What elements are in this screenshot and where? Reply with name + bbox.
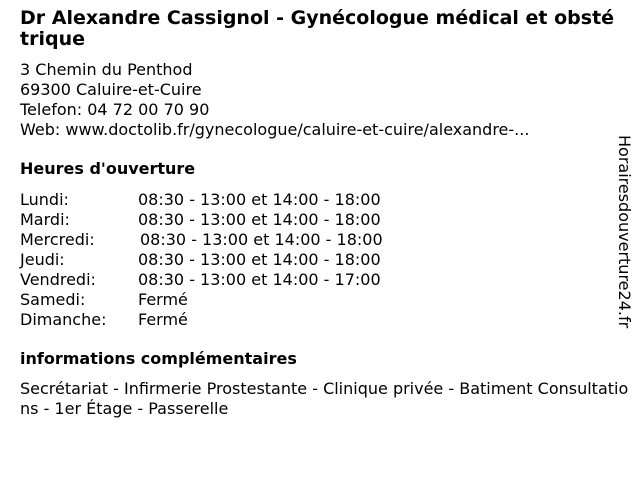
address-block	[20, 60, 616, 140]
hours-day: Mercredi:	[20, 230, 95, 249]
site-watermark: Horairesdouverture24.fr	[615, 135, 634, 329]
info-text: Secrétariat - Infirmerie Prostestante - Clinique privée - Batiment Consultations - 1er Étage - Passerelle	[20, 379, 629, 418]
hours-heading: Heures d'ouverture	[20, 159, 196, 178]
hours-row-vendredi	[20, 270, 616, 290]
hours-row-mercredi	[20, 230, 616, 250]
hours-time: 08:30 - 13:00 et 14:00 - 18:00	[138, 250, 381, 269]
info-heading: informations complémentaires	[20, 349, 297, 368]
phone-number: Telefon: 04 72 00 70 90	[20, 100, 210, 119]
hours-day: Jeudi:	[20, 250, 65, 269]
hours-row-dimanche	[20, 310, 616, 330]
hours-row-lundi	[20, 190, 616, 210]
city-address: 69300 Caluire-et-Cuire	[20, 80, 202, 99]
page-title: Dr Alexandre Cassignol - Gynécologue médical et obstétrique	[20, 7, 615, 50]
hours-day: Mardi:	[20, 210, 70, 229]
hours-time: 08:30 - 13:00 et 14:00 - 18:00	[138, 190, 381, 209]
hours-time: 08:30 - 13:00 et 14:00 - 18:00	[138, 210, 381, 229]
website-link[interactable]: Web: www.doctolib.fr/gynecologue/caluire-et-cuire/alexandre-...	[20, 120, 530, 139]
hours-day: Samedi:	[20, 290, 86, 309]
hours-table	[20, 190, 616, 330]
hours-row-mardi	[20, 210, 616, 230]
hours-time: 08:30 - 13:00 et 14:00 - 17:00	[138, 270, 381, 289]
hours-day: Vendredi:	[20, 270, 96, 289]
hours-row-samedi	[20, 290, 616, 310]
hours-row-jeudi	[20, 250, 616, 270]
hours-time: Fermé	[138, 290, 188, 309]
hours-time: Fermé	[138, 310, 188, 329]
hours-day: Lundi:	[20, 190, 69, 209]
hours-time: 08:30 - 13:00 et 14:00 - 18:00	[140, 230, 383, 249]
street-address: 3 Chemin du Penthod	[20, 60, 193, 79]
hours-day: Dimanche:	[20, 310, 107, 329]
